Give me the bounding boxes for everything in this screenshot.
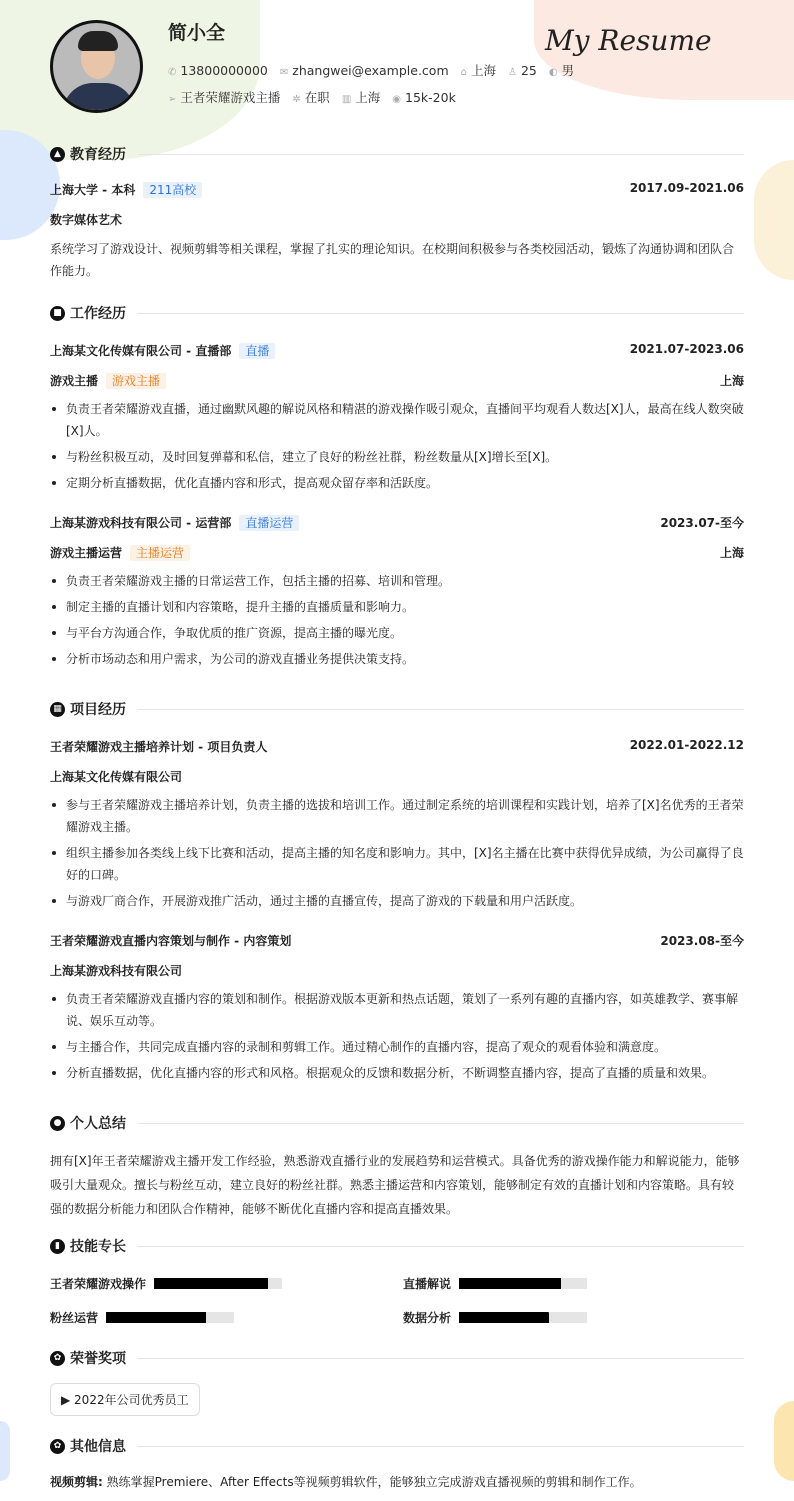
role-tag: 主播运营: [130, 545, 190, 561]
skill-item: [403, 1309, 587, 1326]
section-title: 个人总结: [70, 1116, 126, 1132]
role-row: [50, 544, 744, 561]
section-skills: [50, 1236, 744, 1256]
project-name: 王者荣耀游戏直播内容策划与制作 - 内容策划: [50, 934, 292, 948]
gender: 男: [561, 63, 575, 78]
skill-bar: [459, 1312, 587, 1323]
school: 上海大学 - 本科: [50, 183, 136, 197]
skill-name: 直播解说: [403, 1277, 452, 1291]
gender-icon: ◐: [548, 67, 558, 78]
age-icon: ♙: [508, 66, 517, 78]
section-summary: [50, 1113, 744, 1133]
job-status: 在职: [304, 90, 330, 105]
work-city: 上海: [355, 90, 381, 105]
work-bullets: [50, 398, 744, 498]
education-desc: 系统学习了游戏设计、视频剪辑等相关课程，掌握了扎实的理论知识。在校期间积极参与各类校园活动，锻炼了沟通协调和团队合作能力。: [50, 242, 735, 278]
list-item: 负责王者荣耀游戏主播的日常运营工作，包括主播的招募、培训和管理。: [50, 570, 744, 592]
section-education: [50, 144, 744, 164]
section-title: 项目经历: [70, 702, 126, 718]
list-item: 分析直播数据，优化直播内容的形式和风格。根据观众的反馈和数据分析，不断调整直播内容，提高了直播的质量和效果。: [50, 1062, 744, 1084]
salary-icon: ◉: [392, 93, 402, 105]
project-company: [50, 962, 744, 979]
role: 游戏主播运营: [50, 546, 123, 560]
chart-icon: ▮: [50, 1239, 65, 1254]
list-item: 与平台方沟通合作，争取优质的推广资源，提高主播的曝光度。: [50, 622, 744, 644]
decor-blob: [774, 1401, 794, 1481]
company: 上海某游戏科技有限公司 - 运营部: [50, 516, 232, 530]
list-item: 参与王者荣耀游戏主播培养计划，负责主播的选拔和培训工作。通过制定系统的培训课程和实践计划，培养了[X]名优秀的王者荣耀游戏主播。: [50, 794, 744, 838]
major: [50, 211, 744, 228]
avatar: [50, 20, 143, 113]
company: 上海某文化传媒有限公司 - 直播部: [50, 344, 232, 358]
salary: 15k-20k: [405, 89, 456, 105]
section-other: [50, 1436, 744, 1456]
user-icon: ●: [50, 1116, 65, 1131]
graduation-icon: ▲: [50, 147, 65, 162]
dept-tag: 直播: [239, 343, 275, 359]
skill-name: 粉丝运营: [50, 1311, 99, 1325]
award-item[interactable]: [50, 1383, 200, 1416]
project-bullets: [50, 988, 744, 1088]
school-tag: 211高校: [143, 182, 202, 198]
section-projects: [50, 699, 744, 719]
date: 2023.07-至今: [660, 516, 744, 530]
mail-icon: ✉: [279, 66, 289, 78]
home-icon: ⌂: [460, 67, 467, 78]
email: zhangwei@example.com: [292, 62, 449, 78]
list-item: 与游戏厂商合作，开展游戏推广活动，通过主播的直播宣传，提高了游戏的下载量和用户活跃度。: [50, 890, 744, 912]
skill-item: [403, 1275, 587, 1292]
section-title: 荣誉奖项: [70, 1351, 126, 1367]
role-tag: 游戏主播: [106, 373, 166, 389]
section-title: 工作经历: [70, 306, 126, 322]
skill-item: [50, 1309, 234, 1326]
skill-fill: [106, 1312, 206, 1323]
skill-fill: [459, 1312, 549, 1323]
other-label: 视频剪辑:: [50, 1475, 103, 1489]
date: 2023.08-至今: [660, 934, 744, 948]
building-icon: ▥: [341, 94, 352, 105]
decor-blob: [754, 160, 794, 280]
dept-tag: 直播运营: [239, 515, 299, 531]
city: 上海: [471, 63, 497, 78]
city: 上海: [719, 374, 744, 388]
status-icon: ✲: [292, 94, 301, 105]
award-text: 2022年公司优秀员工: [74, 1393, 189, 1407]
list-item: 分析市场动态和用户需求，为公司的游戏直播业务提供决策支持。: [50, 648, 744, 670]
company: 上海某文化传媒有限公司: [50, 770, 183, 784]
date: 2017.09-2021.06: [629, 181, 744, 195]
summary-text: 拥有[X]年王者荣耀游戏主播开发工作经验，熟悉游戏直播行业的发展趋势和运营模式。具备优秀的游戏操作能力和解说能力，能够吸引大量观众。擅长与粉丝互动，建立良好的粉丝社群。熟悉主播运营和内容策划，能够制定有效的直播计划和内容策略。具有较强的数据分析能力和团队合作精神，能够不断优化直播内容和提高直播效果。: [50, 1154, 740, 1216]
triangle-icon: ▶: [61, 1393, 75, 1407]
contact-row: [168, 61, 574, 79]
list-item: 负责王者荣耀游戏直播，通过幽默风趣的解说风格和精湛的游戏操作吸引观众，直播间平均观看人数达[X]人，最高在线人数突破[X]人。: [50, 398, 744, 442]
role-row: [50, 372, 744, 389]
grid-icon: ▦: [50, 702, 65, 717]
award-icon: ✿: [50, 1351, 65, 1366]
list-item: 与主播合作，共同完成直播内容的录制和剪辑工作。通过精心制作的直播内容，提高了观众的观看体验和满意度。: [50, 1036, 744, 1058]
title-art: My Resume: [545, 24, 712, 57]
phone-icon: ✆: [168, 66, 177, 78]
phone: 13800000000: [180, 62, 268, 78]
project-company: [50, 768, 744, 785]
project-bullets: [50, 794, 744, 916]
send-icon: ➢: [168, 94, 177, 105]
project-name: 王者荣耀游戏主播培养计划 - 项目负责人: [50, 740, 268, 754]
candidate-name: 简小全: [168, 22, 226, 44]
skill-bar: [459, 1278, 587, 1289]
job-row: [168, 88, 456, 106]
list-item: 负责王者荣耀游戏直播内容的策划和制作。根据游戏版本更新和热点话题，策划了一系列有趣的直播内容，如英雄教学、赛事解说、娱乐互动等。: [50, 988, 744, 1032]
section-awards: [50, 1348, 744, 1368]
section-title: 教育经历: [70, 147, 126, 163]
other-text: 熟练掌握Premiere、After Effects等视频剪辑软件，能够独立完成游戏直播视频的剪辑和制作工作。: [106, 1475, 642, 1489]
job-intent: 王者荣耀游戏主播: [180, 90, 281, 105]
list-item: 组织主播参加各类线上线下比赛和活动，提高主播的知名度和影响力。其中，[X]名主播在比赛中获得优异成绩，为公司赢得了良好的口碑。: [50, 842, 744, 886]
briefcase-icon: ■: [50, 306, 65, 321]
project-row: [50, 738, 744, 755]
skill-name: 王者荣耀游戏操作: [50, 1277, 147, 1291]
decor-blob: [0, 1421, 10, 1481]
skill-fill: [154, 1278, 268, 1289]
city: 上海: [719, 546, 744, 560]
section-work: [50, 303, 744, 323]
work-row: [50, 514, 744, 531]
role: 游戏主播: [50, 374, 99, 388]
section-title: 技能专长: [70, 1239, 126, 1255]
skill-bar: [154, 1278, 282, 1289]
project-row: [50, 932, 744, 949]
section-title: 其他信息: [70, 1439, 126, 1455]
date: 2021.07-2023.06: [629, 342, 744, 356]
info-icon: ✿: [50, 1439, 65, 1454]
age: 25: [520, 62, 537, 78]
skill-bar: [106, 1312, 234, 1323]
list-item: 与粉丝积极互动，及时回复弹幕和私信，建立了良好的粉丝社群，粉丝数量从[X]增长至[X]。: [50, 446, 744, 468]
major-text: 数字媒体艺术: [50, 213, 123, 227]
other-info: [50, 1471, 744, 1493]
work-row: [50, 342, 744, 359]
skill-fill: [459, 1278, 561, 1289]
date: 2022.01-2022.12: [629, 738, 744, 752]
skill-item: [50, 1275, 282, 1292]
list-item: 定期分析直播数据，优化直播内容和形式，提高观众留存率和活跃度。: [50, 472, 744, 494]
list-item: 制定主播的直播计划和内容策略，提升主播的直播质量和影响力。: [50, 596, 744, 618]
skill-name: 数据分析: [403, 1311, 452, 1325]
company: 上海某游戏科技有限公司: [50, 964, 183, 978]
work-bullets: [50, 570, 744, 674]
education-row: [50, 181, 744, 198]
